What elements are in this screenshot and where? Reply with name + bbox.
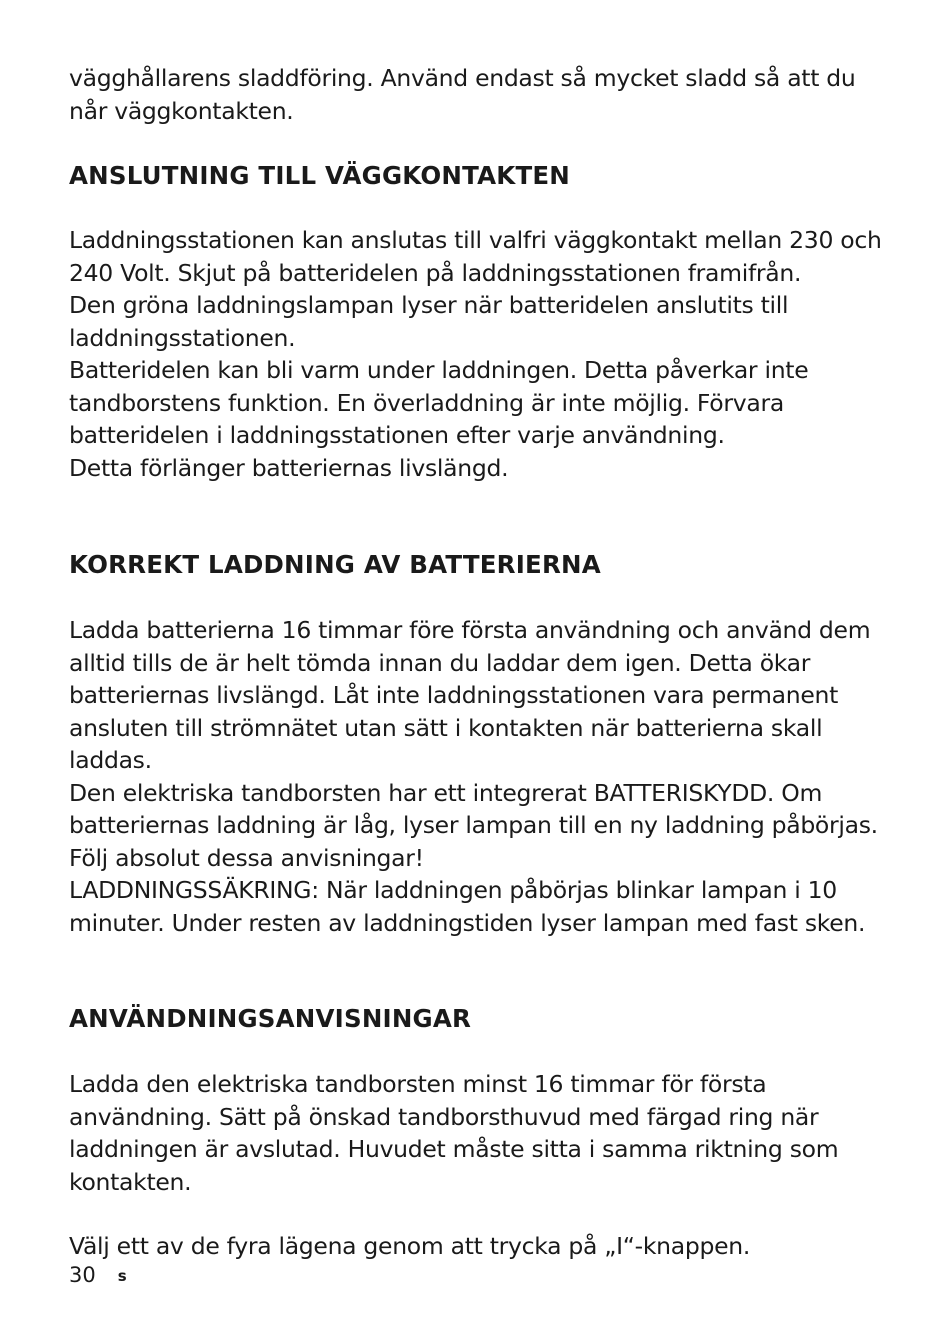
section-body-charging: Ladda batterierna 16 timmar före första användning och använd dem alltid tills de är helt tömda innan du laddar dem igen. Detta ökar batteriernas livslängd. Låt inte laddningsstationen vara permanent ansluten till strömnätet utan sätt i kontakten när batterierna skall laddas. Den elektriska tandborsten har ett integrerat BATTERISKYDD. Om batteriernas laddning är låg, lyser lampan till en ny laddning påbörjas. Följ absolut dessa anvisningar! LADDNINGSSÄKRING: När laddningen påbörjas blinkar lampan i 10 minuter. Under resten av laddningstiden lyser lampan med fast sken. — [69, 616, 878, 937]
section-heading-charging: KORREKT LADDNING AV BATTERIERNA — [69, 550, 601, 579]
section-heading-connection: ANSLUTNING TILL VÄGGKONTAKTEN — [69, 161, 571, 190]
language-marker: s — [117, 1267, 127, 1285]
section-heading-usage: ANVÄNDNINGSANVISNINGAR — [69, 1004, 472, 1033]
document-page — [69, 62, 899, 1263]
intro-paragraph: vägghållarens sladdföring. Använd endast så mycket sladd så att du når väggkontakten. — [69, 64, 856, 125]
page-number: 30 — [69, 1263, 96, 1287]
section-body-connection: Laddningsstationen kan anslutas till valfri väggkontakt mellan 230 och 240 Volt. Skjut på batteridelen på laddningsstationen framifrån. Den gröna laddningslampan lyser när batteridelen anslutits till laddningsstationen. Batteridelen kan bli varm under laddningen. Detta påverkar inte tandborstens funktion. En överladdning är inte möjlig. Förvara batteridelen i laddningsstationen efter varje användning. Detta förlänger batteriernas livslängd. — [69, 226, 882, 482]
section-body-usage: Ladda den elektriska tandborsten minst 16 timmar för första användning. Sätt på önskad tandborsthuvud med färgad ring när laddningen är avslutad. Huvudet måste sitta i samma riktning som kontakten. — [69, 1070, 839, 1196]
page-footer — [69, 1262, 127, 1289]
section-body-usage-mode: Välj ett av de fyra lägena genom att trycka på „I“-knappen. — [69, 1232, 751, 1260]
